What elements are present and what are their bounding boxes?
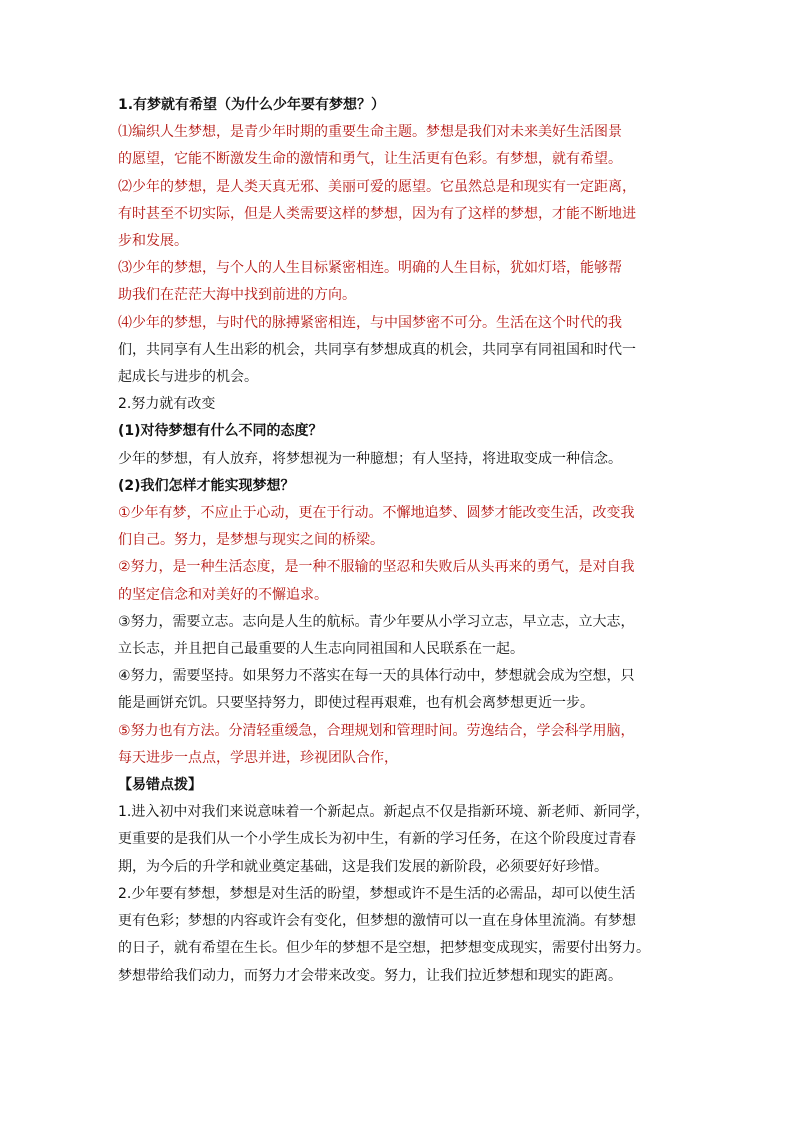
section1-para1-line2: 的愿望，它能不断激发生命的激情和勇气，让生活更有色彩。有梦想，就有希望。 bbox=[118, 151, 622, 168]
tip2-line3: 的日子，就有希望在生长。但少年的梦想不是空想，把梦想变成现实，需要付出努力。 bbox=[118, 940, 650, 957]
section2-item2-line2: 的坚定信念和对美好的不懈追求。 bbox=[118, 586, 328, 603]
section2-sub1-text: 少年的梦想，有人放弃，将梦想视为一种臆想；有人坚持，将进取变成一种信念。 bbox=[118, 450, 622, 467]
tip2-line4: 梦想带给我们动力，而努力才会带来改变。努力，让我们拉近梦想和现实的距离。 bbox=[118, 967, 622, 984]
section2-item5-line2: 每天进步一点点，学思并进，珍视团队合作， bbox=[118, 749, 398, 766]
tip2-line2: 更有色彩；梦想的内容或许会有变化，但梦想的激情可以一直在身体里流淌。有梦想 bbox=[118, 913, 636, 930]
section1-para4-line1: ⑷少年的梦想，与时代的脉搏紧密相连，与中国梦密不可分。生活在这个时代的我 bbox=[118, 314, 622, 331]
section2-item4-line1: ④努力，需要坚持。如果努力不落实在每一天的具体行动中，梦想就会成为空想，只 bbox=[118, 668, 635, 685]
section1-para1-line1: ⑴编织人生梦想，是青少年时期的重要生命主题。梦想是我们对未来美好生活图景 bbox=[118, 124, 622, 141]
tip1-line3: 期，为今后的升学和就业奠定基础，这是我们发展的新阶段，必须要好好珍惜。 bbox=[118, 858, 608, 875]
section2-item1-line2: 们自己。努力，是梦想与现实之间的桥梁。 bbox=[118, 532, 384, 549]
document-page bbox=[118, 92, 678, 990]
section1-para2-line3: 步和发展。 bbox=[118, 233, 188, 250]
section1-para4-line3: 起成长与进步的机会。 bbox=[118, 369, 258, 386]
tip2-line1: 2.少年要有梦想，梦想是对生活的盼望，梦想或许不是生活的必需品，却可以使生活 bbox=[118, 885, 636, 902]
section1-para4-line2: 们，共同享有人生出彩的机会，共同享有梦想成真的机会，共同享有同祖国和时代一 bbox=[118, 341, 636, 358]
section1-para3-line1: ⑶少年的梦想，与个人的人生目标紧密相连。明确的人生目标，犹如灯塔，能够帮 bbox=[118, 260, 622, 277]
section2-item1-line1: ①少年有梦，不应止于心动，更在于行动。不懈地追梦、圆梦才能改变生活，改变我 bbox=[118, 505, 635, 522]
section2-item5-line1: ⑤努力也有方法。分清轻重缓急，合理规划和管理时间。劳逸结合，学会科学用脑， bbox=[118, 722, 635, 739]
tip1-line2: 更重要的是我们从一个小学生成长为初中生，有新的学习任务，在这个阶段度过青春 bbox=[118, 831, 636, 848]
section2-item3-line2: 立长志，并且把自己最重要的人生志向同祖国和人民联系在一起。 bbox=[118, 641, 524, 658]
tip1-line1: 1.进入初中对我们来说意味着一个新起点。新起点不仅是指新环境、新老师、新同学， bbox=[118, 804, 650, 821]
section2-item4-line2: 能是画饼充饥。只要坚持努力，即使过程再艰难，也有机会离梦想更近一步。 bbox=[118, 695, 594, 712]
section2-heading: 2.努力就有改变 bbox=[118, 396, 216, 413]
section2-item2-line1: ②努力，是一种生活态度，是一种不服输的坚忍和失败后从头再来的勇气，是对自我 bbox=[118, 559, 635, 576]
tips-heading: 【易错点拨】 bbox=[118, 777, 202, 794]
section2-sub2-heading: (2)我们怎样才能实现梦想？ bbox=[118, 477, 295, 494]
section1-para3-line2: 助我们在茫茫大海中找到前进的方向。 bbox=[118, 287, 356, 304]
section1-para2-line1: ⑵少年的梦想，是人类天真无邪、美丽可爱的愿望。它虽然总是和现实有一定距离， bbox=[118, 178, 636, 195]
section2-item3-line1: ③努力，需要立志。志向是人生的航标。青少年要从小学习立志，早立志，立大志， bbox=[118, 613, 635, 630]
section1-heading: 1.有梦就有希望（为什么少年要有梦想？） bbox=[118, 97, 386, 113]
section1-para2-line2: 有时甚至不切实际，但是人类需要这样的梦想，因为有了这样的梦想，才能不断地进 bbox=[118, 205, 636, 222]
section2-sub1-heading: (1)对待梦想有什么不同的态度？ bbox=[118, 423, 323, 440]
